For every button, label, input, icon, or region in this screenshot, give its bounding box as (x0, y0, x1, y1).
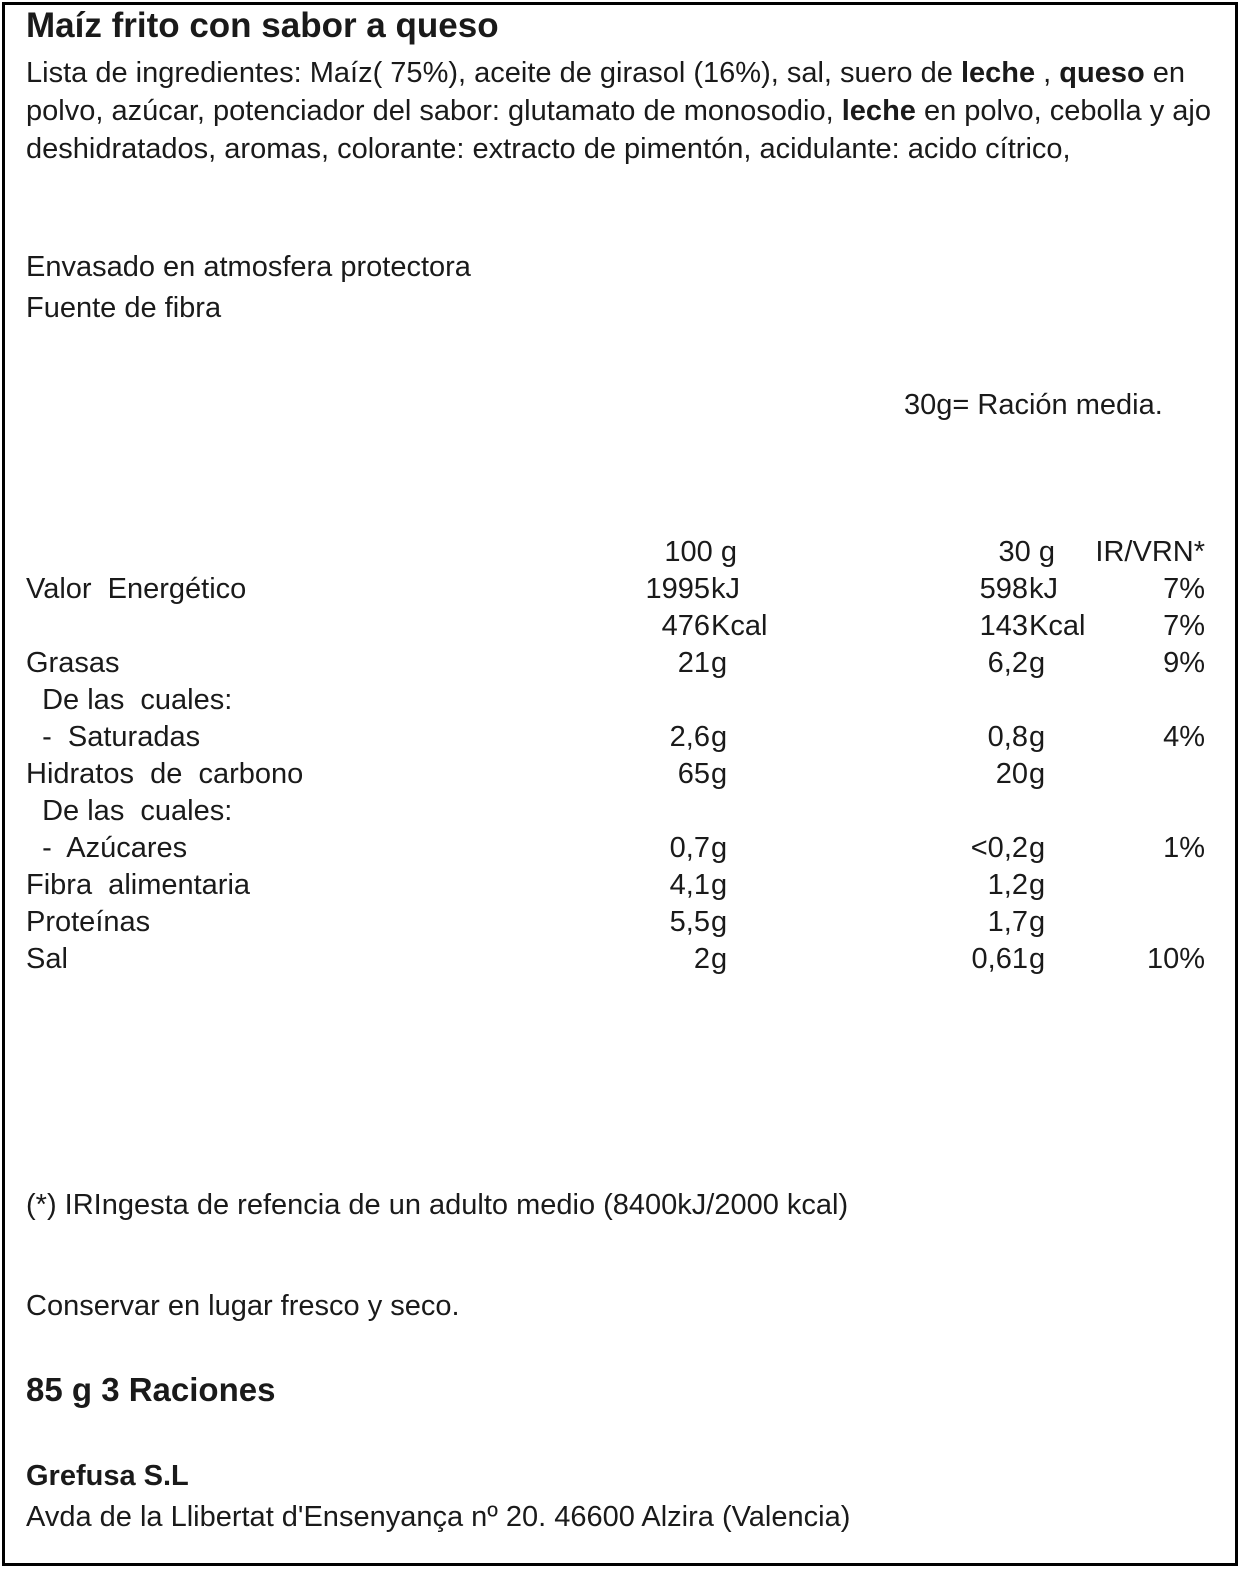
ir-vrn-value: 10% (1146, 943, 1205, 975)
fiber-claim: Fuente de fibra (26, 292, 222, 324)
value-per-30g: 1,7 (987, 906, 1028, 938)
unit-per-30g: g (1029, 869, 1046, 901)
ingredients-label: Lista de ingredientes: (26, 57, 310, 89)
ingredient-text: en polvo, cebolla y ajo deshidratados, aromas, colorante: extracto de pimentón, acidulante: acido cítrico, (26, 95, 1211, 165)
nutrient-label: Proteínas (26, 906, 151, 938)
allergen-text: leche (841, 95, 916, 127)
value-per-100g: 2 (693, 943, 710, 975)
unit-per-100g: Kcal (711, 610, 768, 642)
packaging-claim: Envasado en atmosfera protectora (26, 251, 471, 283)
ir-vrn-value: 9% (1163, 647, 1205, 679)
value-per-100g: 2,6 (669, 721, 710, 753)
value-per-30g: 6,2 (987, 647, 1028, 679)
ir-vrn-value: 1% (1163, 832, 1205, 864)
unit-per-30g: kJ (1029, 573, 1058, 605)
unit-per-30g: g (1029, 758, 1046, 790)
unit-per-100g: kJ (711, 573, 740, 605)
product-title: Maíz frito con sabor a queso (26, 6, 499, 45)
serving-note: 30g= Ración media. (904, 389, 1163, 421)
header-ir-vrn: IR/VRN* (1095, 536, 1205, 568)
unit-per-100g: g (711, 758, 728, 790)
header-per-30g: 30 g (998, 536, 1055, 568)
nutrient-label: Fibra alimentaria (26, 869, 251, 901)
ir-vrn-value: 7% (1163, 610, 1205, 642)
value-per-30g: 598 (979, 573, 1028, 605)
nutrient-label: - Azúcares (26, 832, 188, 864)
ingredients-list (26, 54, 1216, 168)
ingredient-text: , (1035, 57, 1060, 89)
allergen-text: leche (960, 57, 1036, 89)
unit-per-100g: g (711, 832, 728, 864)
ingredient-text: Maíz( 75%), aceite de girasol (16%), sal, suero de (309, 57, 961, 89)
nutrient-label: Sal (26, 943, 68, 975)
unit-per-100g: g (711, 906, 728, 938)
unit-per-30g: g (1029, 906, 1046, 938)
value-per-30g: 0,61 (971, 943, 1028, 975)
value-per-100g: 0,7 (669, 832, 710, 864)
nutrient-label: De las cuales: (26, 795, 233, 827)
unit-per-30g: Kcal (1029, 610, 1086, 642)
nutrient-label: Valor Energético (26, 573, 247, 605)
unit-per-30g: g (1029, 943, 1046, 975)
ir-vrn-value: 4% (1163, 721, 1205, 753)
nutrient-label: Hidratos de carbono (26, 758, 304, 790)
package-size: 85 g 3 Raciones (26, 1371, 276, 1408)
value-per-100g: 4,1 (669, 869, 710, 901)
unit-per-100g: g (711, 721, 728, 753)
nutrient-label: De las cuales: (26, 684, 233, 716)
nutrient-label: - Saturadas (26, 721, 201, 753)
value-per-30g: 0,8 (987, 721, 1028, 753)
unit-per-30g: g (1029, 832, 1046, 864)
unit-per-30g: g (1029, 721, 1046, 753)
company-address: Avda de la Llibertat d'Ensenyança nº 20. 46600 Alzira (Valencia) (26, 1501, 851, 1533)
allergen-text: queso (1059, 57, 1145, 89)
value-per-100g: 1995 (645, 573, 710, 605)
value-per-100g: 476 (661, 610, 710, 642)
value-per-30g: <0,2 (970, 832, 1028, 864)
header-per-100g: 100 g (664, 536, 737, 568)
value-per-100g: 21 (677, 647, 710, 679)
value-per-100g: 65 (677, 758, 710, 790)
value-per-30g: 143 (979, 610, 1028, 642)
footnote: (*) IRIngesta de refencia de un adulto medio (8400kJ/2000 kcal) (26, 1189, 849, 1221)
value-per-100g: 5,5 (669, 906, 710, 938)
nutrient-label: Grasas (26, 647, 120, 679)
value-per-30g: 1,2 (987, 869, 1028, 901)
ir-vrn-value: 7% (1163, 573, 1205, 605)
unit-per-100g: g (711, 869, 728, 901)
unit-per-100g: g (711, 647, 728, 679)
unit-per-100g: g (711, 943, 728, 975)
ingredient-text: en polvo, azúcar, potenciador del sabor: glutamato de monosodio, (26, 57, 1186, 127)
unit-per-30g: g (1029, 647, 1046, 679)
storage-instructions: Conservar en lugar fresco y seco. (26, 1290, 460, 1322)
company-name: Grefusa S.L (26, 1460, 189, 1492)
value-per-30g: 20 (995, 758, 1028, 790)
